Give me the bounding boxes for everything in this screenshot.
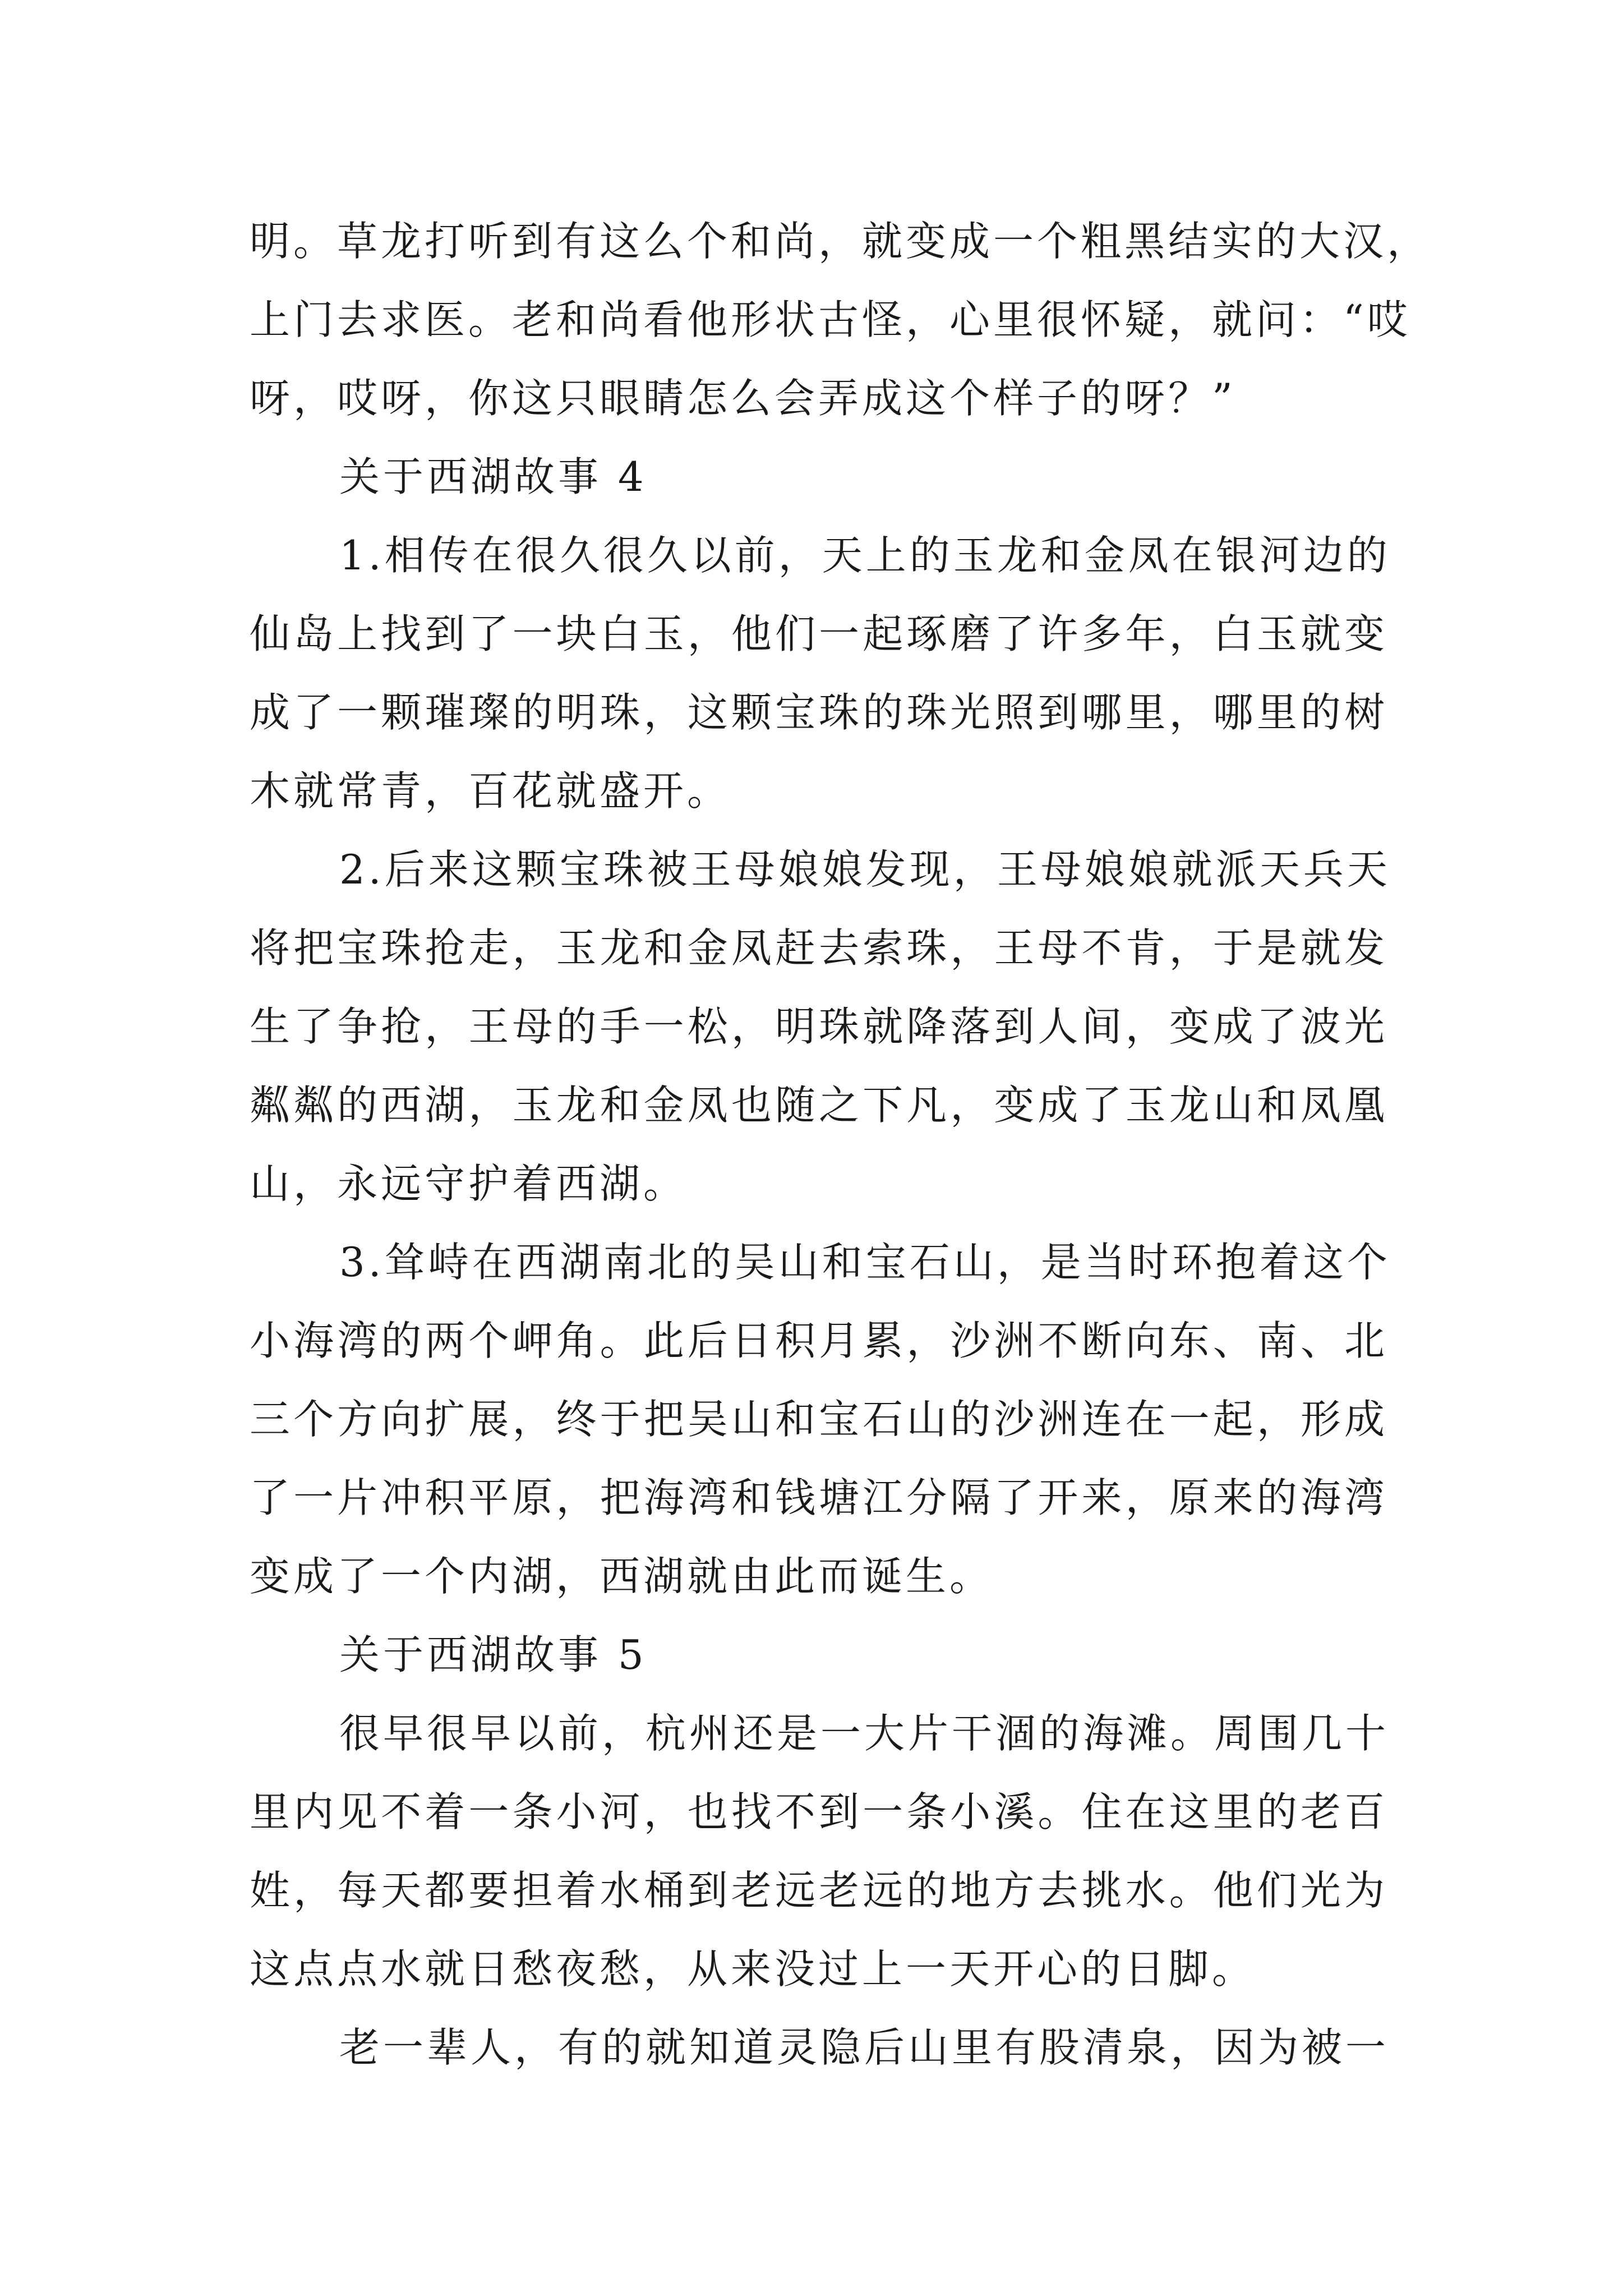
text-line: 里内见不着一条小河，也找不到一条小溪。住在这里的老百: [250, 1788, 1388, 1835]
text-line: 山，永远守护着西湖。: [250, 1160, 688, 1207]
text-line: 生了争抢，王母的手一松，明珠就降落到人间，变成了波光: [250, 1003, 1388, 1050]
document-body: [250, 202, 1431, 2087]
text-line: 成了一颗璀璨的明珠，这颗宝珠的珠光照到哪里，哪里的树: [250, 689, 1388, 736]
text-line: 小海湾的两个岬角。此后日积月累，沙洲不断向东、南、北: [250, 1317, 1388, 1364]
text-line: 很早很早以前，杭州还是一大片干涸的海滩。周围几十: [339, 1710, 1390, 1757]
text-line: 木就常青，百花就盛开。: [250, 767, 731, 815]
text-line: 上门去求医。老和尚看他形状古怪，心里很怀疑，就问：“哎: [250, 296, 1411, 343]
text-line: 了一片冲积平原，把海湾和钱塘江分隔了开来，原来的海湾: [250, 1474, 1388, 1521]
text-line: 将把宝珠抢走，玉龙和金凤赶去索珠，王母不肯，于是就发: [250, 924, 1388, 972]
text-line: 姓，每天都要担着水桶到老远老远的地方去挑水。他们光为: [250, 1867, 1388, 1914]
section-heading: 关于西湖故事 5: [339, 1631, 647, 1678]
text-line: 2.后来这颗宝珠被王母娘娘发现，王母娘娘就派天兵天: [339, 846, 1391, 893]
section-heading: 关于西湖故事 4: [339, 453, 647, 500]
text-line: 三个方向扩展，终于把吴山和宝石山的沙洲连在一起，形成: [250, 1396, 1388, 1443]
text-line: 粼粼的西湖，玉龙和金凤也随之下凡，变成了玉龙山和凤凰: [250, 1082, 1388, 1129]
text-line: 老一辈人，有的就知道灵隐后山里有股清泉，因为被一: [339, 2024, 1390, 2071]
text-line: 明。草龙打听到有这么个和尚，就变成一个粗黑结实的大汉，: [250, 218, 1431, 265]
text-line: 呀，哎呀，你这只眼睛怎么会弄成这个样子的呀？”: [250, 375, 1236, 422]
text-line: 1.相传在很久很久以前，天上的玉龙和金凤在银河边的: [339, 532, 1391, 579]
text-line: 这点点水就日愁夜愁，从来没过上一天开心的日脚。: [250, 1945, 1256, 1993]
text-line: 3.耸峙在西湖南北的吴山和宝石山，是当时环抱着这个: [339, 1239, 1391, 1286]
text-line: 变成了一个内湖，西湖就由此而诞生。: [250, 1553, 994, 1600]
text-line: 仙岛上找到了一块白玉，他们一起琢磨了许多年，白玉就变: [250, 610, 1388, 657]
